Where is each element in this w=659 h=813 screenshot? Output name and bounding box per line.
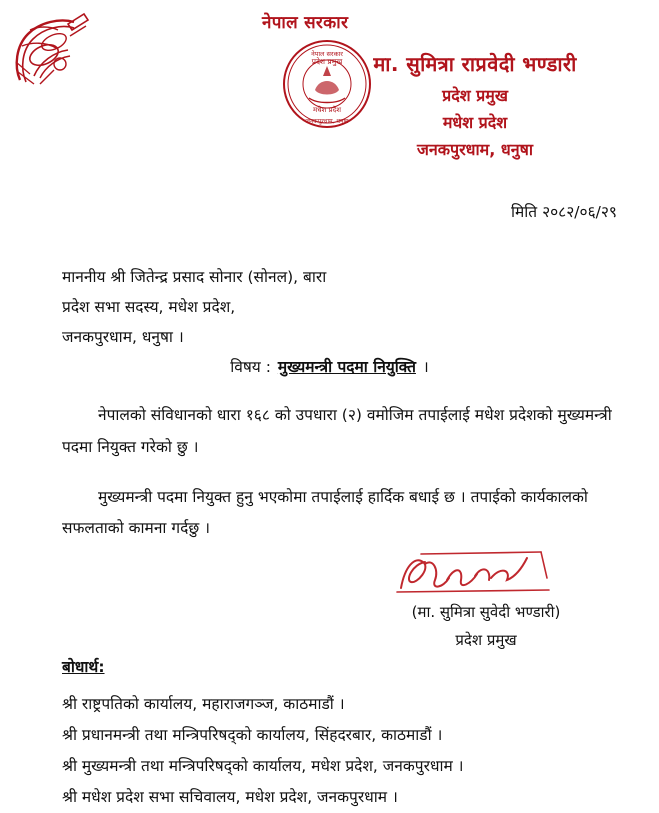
svg-text:प्रदेश प्रमुख: प्रदेश प्रमुख [311, 57, 343, 66]
officer-role: प्रदेश प्रमुख [442, 86, 508, 105]
svg-text:जनकपुरधाम, धनुषा: जनकपुरधाम, धनुषा [305, 118, 349, 125]
list-item: श्री मधेश प्रदेश सभा सचिवालय, मधेश प्रदेश, जनकपुरधाम । [62, 788, 398, 806]
officer-block [325, 50, 625, 160]
address-line-3: जनकपुरधाम, धनुषा । [62, 328, 184, 347]
svg-text:मधेश प्रदेश: मधेश प्रदेश [313, 106, 341, 114]
date-value: २०८२/०६/२९ [542, 203, 617, 221]
document-header [0, 0, 659, 175]
signature-block [371, 548, 601, 650]
cc-list [62, 689, 464, 813]
signatory-title: प्रदेश प्रमुख [455, 631, 517, 649]
list-item: श्री राष्ट्रपतिको कार्यालय, महाराजगञ्ज, काठमाडौं । [62, 695, 345, 713]
body-paragraph-1: नेपालको संविधानको धारा १६८ को उपधारा (२) वमोजिम तपाईलाई मधेश प्रदेशको मुख्यमन्त्री पदमा नियुक्त गरेको छु । [62, 406, 612, 456]
nepal-government-emblem-icon [10, 6, 96, 92]
signatory-name: (मा. सुमित्रा सुवेदी भण्डारी) [411, 603, 561, 621]
address-line-1: माननीय श्री जितेन्द्र प्रसाद सोनार (सोनल), बारा [62, 268, 327, 286]
list-item: श्री मुख्यमन्त्री तथा मन्त्रिपरिषद्को कार्यालय, मधेश प्रदेश, जनकपुरधाम । [62, 757, 464, 775]
government-title: नेपाल सरकार [262, 13, 349, 33]
recipient-address [62, 262, 326, 353]
officer-province: मधेश प्रदेश [442, 113, 508, 132]
document-body [62, 400, 613, 563]
cc-title: बोधार्थ: [62, 658, 105, 676]
date-label: मिति [510, 203, 538, 221]
subject-value: मुख्यमन्त्री पदमा नियुक्ति [277, 358, 416, 376]
subject-suffix: । [422, 358, 429, 376]
subject-line [0, 355, 659, 377]
handwritten-signature-icon [371, 548, 601, 600]
address-line-2: प्रदेश सभा सदस्य, मधेश प्रदेश, [62, 298, 236, 317]
officer-place: जनकपुरधाम, धनुषा [417, 140, 533, 159]
document-date [511, 200, 617, 222]
list-item: श्री प्रधानमन्त्री तथा मन्त्रिपरिषद्को कार्यालय, सिंहदरबार, काठमाडौं । [62, 726, 443, 744]
cc-section [62, 655, 464, 813]
subject-label: विषय : [230, 358, 271, 376]
svg-text:नेपाल सरकार: नेपाल सरकार [311, 50, 343, 58]
officer-name: मा. सुमित्रा राप्रवेदी भण्डारी [373, 52, 577, 76]
body-paragraph-2: मुख्यमन्त्री पदमा नियुक्त हुनु भएकोमा तपाईलाई हार्दिक बधाई छ । तपाईको कार्यकालको सफलताको कामना गर्दछु । [62, 487, 588, 538]
